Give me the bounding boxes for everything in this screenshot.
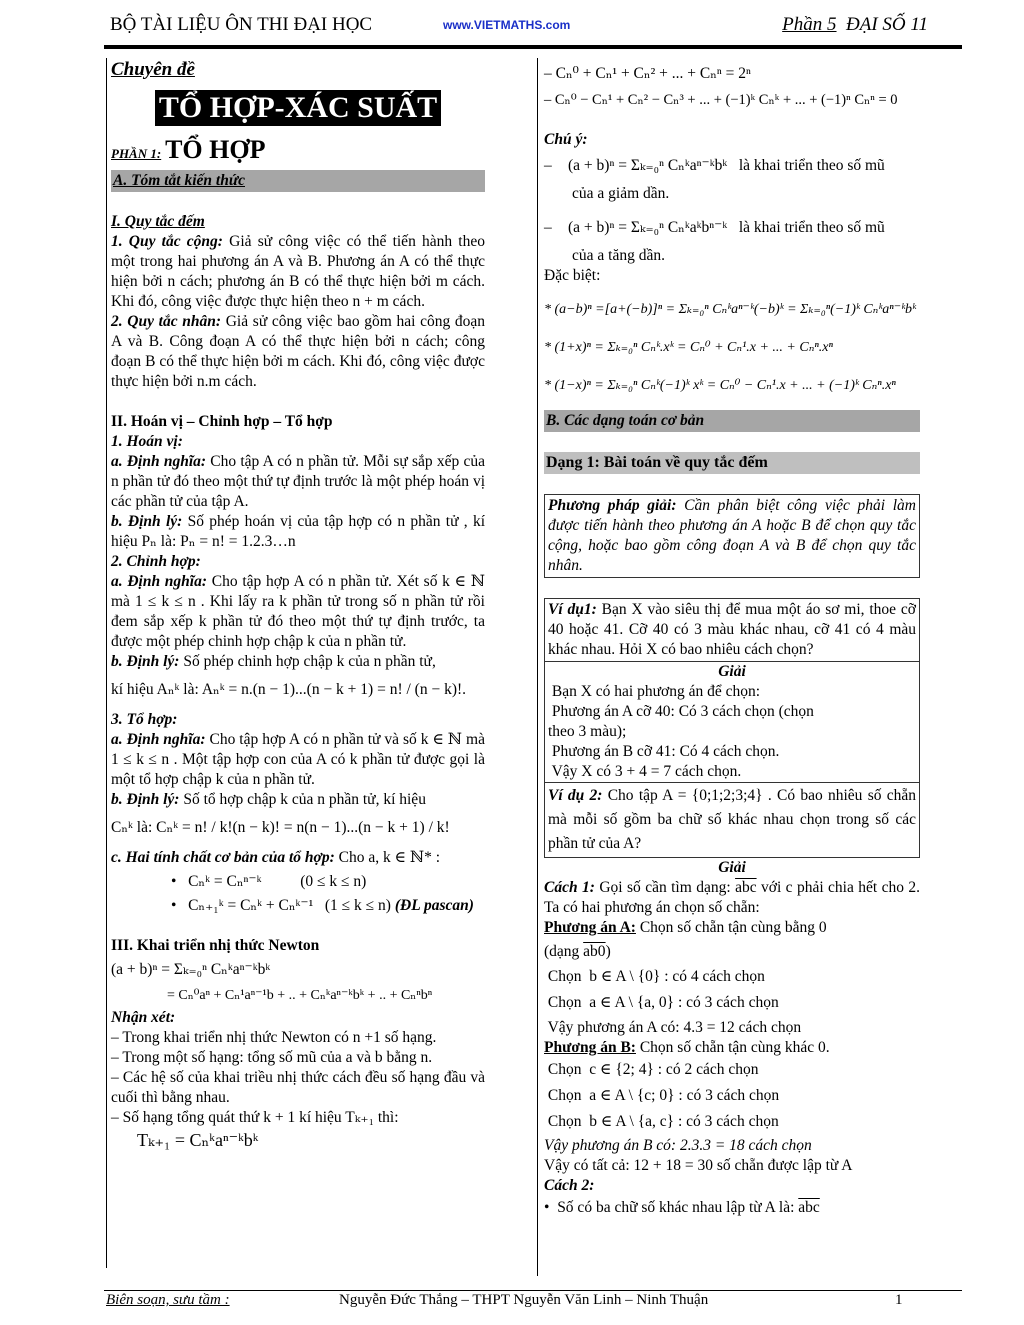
pa-a-line: Vậy phương án A có: 4.3 = 12 cách chọn xyxy=(544,1019,802,1036)
dang-1-heading: Dạng 1: Bài toán về quy tắc đếm xyxy=(544,452,920,474)
solution-2-label: Giải xyxy=(718,859,746,876)
nx-1: – Trong khai triển nhị thức Newton có n +1 số hạng. xyxy=(111,1029,437,1046)
part-heading xyxy=(111,135,485,164)
pa-b-line: Chọn a ∈ A \ {c; 0} : có 3 cách chọn xyxy=(544,1087,780,1104)
pa-b-label: Phương án B: xyxy=(544,1039,636,1056)
dacbiet-label: Đặc biệt: xyxy=(544,267,601,284)
cach-1 xyxy=(544,878,920,918)
rule-add-text: Giả sử công việc có thể tiến hành theo một trong hai phương án A và B. Phương án A có thể thực hiện bởi n cách; phương án B có thể thực hiện bởi m cách. Khi đó, công việc được thực hiện theo n + m cách. xyxy=(111,233,485,310)
hv-title: 1. Hoán vị: xyxy=(111,433,183,450)
cach-1-abc: $\overline{abc}$ xyxy=(735,879,757,896)
ch-def xyxy=(111,572,485,652)
chuy-2-cont: của a tăng dần. xyxy=(572,247,665,264)
tk-formula: Tₖ₊₁ = Cₙᵏaⁿ⁻ᵏbᵏ xyxy=(137,1130,259,1150)
dacbiet-2: * (1+x)ⁿ = Σₖ₌₀ⁿ Cₙᵏ.xᵏ = Cₙ⁰ + Cₙ¹.x + ... + Cₙⁿ.xⁿ xyxy=(544,340,833,355)
th-prop-label: c. Hai tính chất cơ bản của tổ hợp: xyxy=(111,849,335,866)
th-prop-text: Cho a, k ∈ ℕ* : xyxy=(338,849,441,866)
cach-2-text: Số có ba chữ số khác nhau lập từ A là: xyxy=(557,1199,795,1216)
pa-a-text: Chọn số chẵn tận cùng bằng 0 xyxy=(639,919,827,936)
ch-def-text: Cho tập hợp A có n phần tử. Xét số k ∈ ℕ mà 1 ≤ k ≤ n . Khi lấy ra k phần tử trong số n phần tử rồi đem sắp xếp k phần tử đó theo một thứ tự định trước, ta được một phép chinh hợp chập k của n phần tử. xyxy=(111,573,486,650)
chuyen-de-label: Chuyên đề xyxy=(111,59,195,80)
hv-def-label: a. Định nghĩa: xyxy=(111,453,207,470)
solution-1-line: Vậy X có 3 + 4 = 7 cách chọn. xyxy=(548,763,742,780)
chuy-1: – (a + b)ⁿ = Σₖ₌₀ⁿ Cₙᵏaⁿ⁻ᵏbᵏ là khai triển theo số mũ xyxy=(544,157,885,174)
th-def-text: Cho tập hợp A có n phần tử và số k ∈ ℕ mà 1 ≤ k ≤ n . Một tập hợp con của A có k phần tử được gọi là một tổ hợp chập k của n phần tử. xyxy=(111,731,485,788)
th-thm-label: b. Định lý: xyxy=(111,791,180,808)
chuy-2: – (a + b)ⁿ = Σₖ₌₀ⁿ Cₙᵏaᵏbⁿ⁻ᵏ là khai triển theo số mũ xyxy=(544,219,885,236)
solution-1-line: Phương án A cỡ 40: Có 3 cách chọn (chọn xyxy=(548,703,814,720)
example-2-label: Ví dụ 2: xyxy=(548,787,603,804)
pa-a-form-abo: ab0 xyxy=(583,943,606,960)
cach-2-bullet: • Số có ba chữ số khác nhau lập từ A là: $\overline{abc}$ xyxy=(544,1199,820,1216)
example-1-box xyxy=(544,598,920,662)
pa-b-line: Chọn b ∈ A \ {a, c} : có 3 cách chọn xyxy=(544,1113,779,1130)
nx-3: – Các hệ số của khai triều nhị thức cách đều số hạng đầu và cuối thì bằng nhau. xyxy=(111,1069,485,1106)
hv-thm xyxy=(111,512,485,552)
s1-title: I. Quy tắc đếm xyxy=(111,213,205,230)
rule-add-label: 1. Quy tắc cộng: xyxy=(111,233,223,250)
solution-1-line: Phương án B cỡ 41: Có 4 cách chọn. xyxy=(548,743,780,760)
page-number: 1 xyxy=(895,1292,903,1308)
method-label: Phương pháp giải: xyxy=(548,497,677,514)
cach-1-text-b: với c phải chia hết cho 2. Ta có hai phương án chọn số chẵn: xyxy=(544,879,921,916)
solution-1-line: theo 3 màu); xyxy=(548,723,627,740)
s3-title: III. Khai triển nhị thức Newton xyxy=(111,937,320,954)
s2-title: II. Hoán vị – Chỉnh hợp – Tổ hợp xyxy=(111,413,333,430)
hv-thm-label: b. Định lý: xyxy=(111,513,183,530)
dacbiet-3: * (1−x)ⁿ = Σₖ₌₀ⁿ Cₙᵏ(−1)ᵏ xᵏ = Cₙ⁰ − Cₙ¹.x + ... + (−1)ᵏ Cₙⁿ.xⁿ xyxy=(544,378,896,393)
solution-1-label: Giải xyxy=(718,663,746,680)
ch-thm-label: b. Định lý: xyxy=(111,653,180,670)
th-thm-text: Số tổ hợp chập k của n phần tử, kí hiệu xyxy=(183,791,426,808)
part-title: TỔ HỢP xyxy=(165,135,266,164)
chuy-1-cont: của a giảm dần. xyxy=(572,185,670,202)
prop-2-note: (ĐL pascan) xyxy=(394,897,474,914)
cach-2-abc: $\overline{abc}$ xyxy=(798,1199,820,1216)
nx-4: – Số hạng tổng quát thứ k + 1 kí hiệu Tₖ₊₁ thì: xyxy=(111,1109,399,1126)
solution-1-line: Bạn X có hai phương án để chọn: xyxy=(548,683,761,700)
th-formula: Cₙᵏ là: Cₙᵏ = n! / k!(n − k)! = n(n − 1)...(n − k + 1) / k! xyxy=(111,819,450,836)
pa-a xyxy=(544,918,920,938)
chuy-1-text: là khai triển theo số mũ xyxy=(738,157,885,174)
th-def-label: a. Định nghĩa: xyxy=(111,731,206,748)
newton-formula-1: (a + b)ⁿ = Σₖ₌₀ⁿ Cₙᵏaⁿ⁻ᵏbᵏ xyxy=(111,961,271,978)
section-b-heading: B. Các dạng toán cơ bản xyxy=(544,410,920,432)
hv-thm-text: Số phép hoán vị của tập hợp có n phần tử , kí hiệu Pₙ là: Pₙ = n! = 1.2.3…n xyxy=(111,513,486,550)
cach-1-label: Cách 1: xyxy=(544,879,595,896)
pa-a-line: Chọn b ∈ A \ {0} : có 4 cách chọn xyxy=(544,968,765,985)
cach-2-label: Cách 2: xyxy=(544,1177,595,1194)
ch-def-label: a. Định nghĩa: xyxy=(111,573,208,590)
nx-2: – Trong một số hạng: tổng số mũ của a và b bằng n. xyxy=(111,1049,433,1066)
left-column-border xyxy=(106,58,107,1268)
formula-sum-1: – Cₙ⁰ + Cₙ¹ + Cₙ² + ... + Cₙⁿ = 2ⁿ xyxy=(544,65,751,82)
th-prop xyxy=(111,848,485,868)
dacbiet-1: * (a−b)ⁿ =[a+(−b)]ⁿ = Σₖ₌₀ⁿ Cₙᵏaⁿ⁻ᵏ(−b)ᵏ = Σₖ₌₀ⁿ(−1)ᵏ Cₙᵏaⁿ⁻ᵏbᵏ xyxy=(544,302,916,317)
header-part-label: Phần 5 xyxy=(782,14,837,35)
pa-a-form-pre: (dạng xyxy=(544,943,584,960)
chuy-2-text: là khai triển theo số mũ xyxy=(738,219,885,236)
method-box xyxy=(544,494,920,578)
section-a-label: A. Tóm tắt kiến thức xyxy=(113,172,245,189)
footer-rule xyxy=(104,1290,962,1291)
footer-author: Nguyễn Đức Thắng – THPT Nguyễn Văn Linh – Ninh Thuận xyxy=(339,1292,709,1308)
header-website-link[interactable]: www.VIETMATHS.com xyxy=(443,18,571,32)
chuy-2-formula: (a + b)ⁿ = Σₖ₌₀ⁿ Cₙᵏaᵏbⁿ⁻ᵏ xyxy=(568,219,728,236)
pa-a-form xyxy=(544,942,920,962)
example-1-solution xyxy=(544,662,920,782)
ch-thm xyxy=(111,652,485,672)
rule-mul xyxy=(111,312,485,392)
pa-b-text: Chọn số chẵn tận cùng khác 0. xyxy=(639,1039,830,1056)
hv-def-text: Cho tập A có n phần tử. Mỗi sự sắp xếp của n phần tử đó theo một thứ tự định trước là một phép hoán vị các phần tử của tập A. xyxy=(111,453,486,510)
header-rule xyxy=(104,45,962,49)
rule-mul-label: 2. Quy tắc nhân: xyxy=(111,313,222,330)
header-subject: ĐẠI SỐ 11 xyxy=(846,14,928,35)
th-title: 3. Tổ hợp: xyxy=(111,711,178,728)
header-title: BỘ TÀI LIỆU ÔN THI ĐẠI HỌC xyxy=(110,14,373,35)
right-column-border xyxy=(537,58,538,1276)
prop-1-text: Cₙᵏ = Cₙⁿ⁻ᵏ (0 ≤ k ≤ n) xyxy=(188,873,367,890)
prop-1: • Cₙᵏ = Cₙⁿ⁻ᵏ (0 ≤ k ≤ n) xyxy=(171,873,367,890)
section-a-heading xyxy=(111,170,485,192)
pa-b-line: Chọn c ∈ {2; 4} : có 2 cách chọn xyxy=(544,1061,759,1078)
prop-2: • Cₙ₊₁ᵏ = Cₙᵏ + Cₙᵏ⁻¹ (1 ≤ k ≤ n) (ĐL pascan) xyxy=(171,897,474,914)
document-title: TỔ HỢP-XÁC SUẤT xyxy=(155,90,441,126)
ch-thm-text: Số phép chinh hợp chập k của n phần tử, xyxy=(183,653,436,670)
total-line: Vậy có tất cả: 12 + 18 = 30 số chẵn được lập từ A xyxy=(544,1157,853,1174)
th-thm xyxy=(111,790,485,810)
rule-add xyxy=(111,232,485,312)
chuy-1-formula: (a + b)ⁿ = Σₖ₌₀ⁿ Cₙᵏaⁿ⁻ᵏbᵏ xyxy=(568,157,728,174)
part-label: PHẦN 1: xyxy=(111,146,162,161)
example-1-text: Bạn X vào siêu thị để mua một áo sơ mi, thoe cỡ 40 hoặc 41. Cỡ 40 có 3 màu khác nhau, cỡ 41 có 4 màu khác nhau. Hỏi X có bao nhiêu cách chọn? xyxy=(548,601,916,658)
example-2-box xyxy=(544,782,920,858)
pa-b-total: Vậy phương án B có: 2.3.3 = 18 cách chọn xyxy=(544,1137,812,1154)
example-2-text: Cho tập A = {0;1;2;3;4} . Có bao nhiêu số chẵn mà mỗi số gồm ba chữ số khác nhau chọn trong số các phần tử của A? xyxy=(548,787,916,852)
chuy-label: Chú ý: xyxy=(544,131,588,148)
left-column xyxy=(111,60,485,1150)
formula-sum-2: – Cₙ⁰ − Cₙ¹ + Cₙ² − Cₙ³ + ... + (−1)ᵏ Cₙᵏ + ... + (−1)ⁿ Cₙⁿ = 0 xyxy=(544,92,898,108)
right-column xyxy=(544,60,920,1218)
example-1-label: Ví dụ1: xyxy=(548,601,597,618)
rule-mul-text: Giả sử công việc bao gồm hai công đoạn A và B. Công đoạn A có thể thực hiện bởi n cách; công đoạn B có thể thực hiện bởi m cách. Khi đó, công việc được thực hiện bởi n.m cách. xyxy=(111,313,486,390)
pa-b xyxy=(544,1038,920,1058)
pa-a-form-post: ) xyxy=(605,943,611,960)
ch-title: 2. Chỉnh hợp: xyxy=(111,553,201,570)
header-part xyxy=(782,14,928,36)
footer-credit-label: Biên soạn, sưu tầm : xyxy=(106,1292,230,1308)
nhanxet-label: Nhận xét: xyxy=(111,1009,176,1026)
page-header xyxy=(110,14,928,40)
cach-1-text-a: Gọi số cần tìm dạng: xyxy=(599,879,731,896)
hv-def xyxy=(111,452,485,512)
method-text: Cần phân biệt công việc phải làm được tiến hành theo phương án A hoặc B để chọn quy tắc cộng, hoặc bao gồm công đoạn A và B để chọn quy tắc nhân. xyxy=(548,497,916,574)
th-def xyxy=(111,730,485,790)
pa-a-label: Phương án A: xyxy=(544,919,636,936)
newton-formula-2: = Cₙ⁰aⁿ + Cₙ¹aⁿ⁻¹b + .. + Cₙᵏaⁿ⁻ᵏbᵏ + .. + Cₙⁿbⁿ xyxy=(167,988,433,1003)
prop-2-text: Cₙ₊₁ᵏ = Cₙᵏ + Cₙᵏ⁻¹ (1 ≤ k ≤ n) xyxy=(188,897,391,914)
pa-a-line: Chọn a ∈ A \ {a, 0} : có 3 cách chọn xyxy=(544,994,779,1011)
ch-formula: kí hiệu Aₙᵏ là: Aₙᵏ = n.(n − 1)...(n − k + 1) = n! / (n − k)!. xyxy=(111,681,467,698)
